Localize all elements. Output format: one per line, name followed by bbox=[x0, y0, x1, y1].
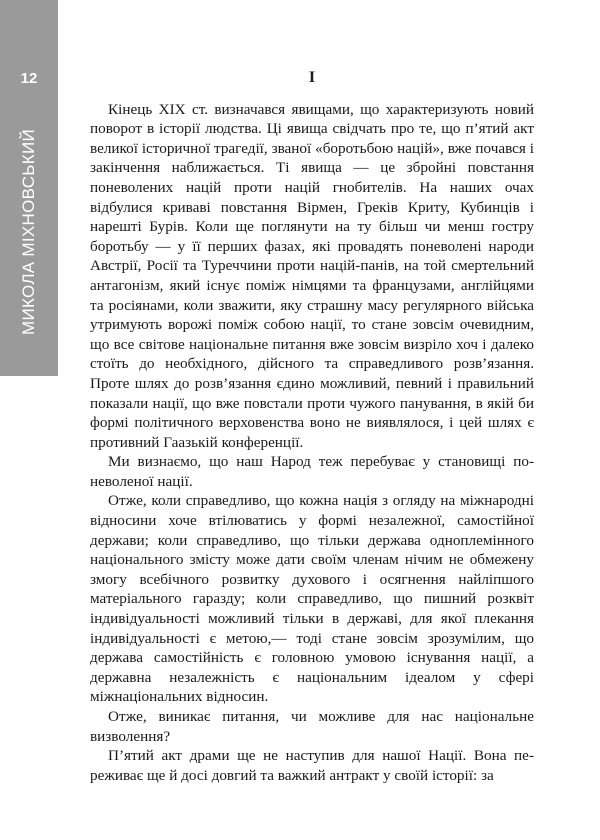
side-band bbox=[0, 0, 58, 376]
body-text bbox=[90, 68, 534, 785]
paragraph: Ми визнаємо, що наш Народ теж перебуває у становищі поневоленої нації. bbox=[90, 453, 534, 490]
paragraph: Кінець XIX ст. визначався явищами, що характеризують новий поворот в історії людства. Ці явища свідчать про те, що п’ятий акт великої історичної трагедії, званої «боротьбою націй», вже почався і закінчення наближається. Ті явища — це збройні повстання поневолених націй проти націй гнобителів. На наших очах відбулися криваві повстання Вірмен, Греків Криту, Кубинців і нарешті Бурів. Коли ще поглянути на ту більш чи менш гостру боротьбу — у її перших фазах, які провадять поневолені народи Австрії, Росії та Туреччини проти націй-панів, на той смертельний антагонізм, який існує поміж німцями та французами, англійцями та росіянами, коли зважити, яку страшну масу регулярного війська утримують ворожі поміж собою нації, то стане зовсім очевидним, що все світове національне питання вже зовсім визріло хоч і далеко стоїть до необхідного, дійсного та справедливого розв’язання. Проте шлях до розв’язання єдино можливий, певний і правильний показали нації, що вже повстали проти чужого панування, в якій би формі політичного верховенства воно не виявлялося, і цей шлях є противний Гаазькій конференції. bbox=[90, 100, 534, 451]
paragraph: Отже, виникає питання, чи можливе для нас національне визволення? bbox=[90, 708, 534, 745]
paragraph: Отже, коли справедливо, що кожна нація з огляду на міжнародні відносини хоче втілюватись у формі незалежної, самостійної держави; коли справедливо, що тільки держава одноплемінного національного змісту може дати своїм членам нічим не обмежену змогу всебічного розвитку духового і осягнення найліпшого матеріального гаразду; коли справедливо, що пишний розквіт індивідуальності можливий тільки в державі, для якої плекання індивідуальності є метою,— тоді стане зовсім зрозумілим, що держава самостійність є головною умовою існування нації, а державна незалежність є національним ідеалом у сфері міжнаціональних відносин. bbox=[90, 492, 534, 706]
paragraph: П’ятий акт драми ще не наступив для нашої Нації. Вона переживає ще й досі довгий та важкий антракт у своїй історії: за bbox=[90, 747, 534, 784]
running-head-author: МИКОЛА МІХНОВСЬКИЙ bbox=[19, 128, 38, 336]
section-heading: I bbox=[308, 69, 316, 86]
page-number: 12 bbox=[20, 70, 38, 87]
